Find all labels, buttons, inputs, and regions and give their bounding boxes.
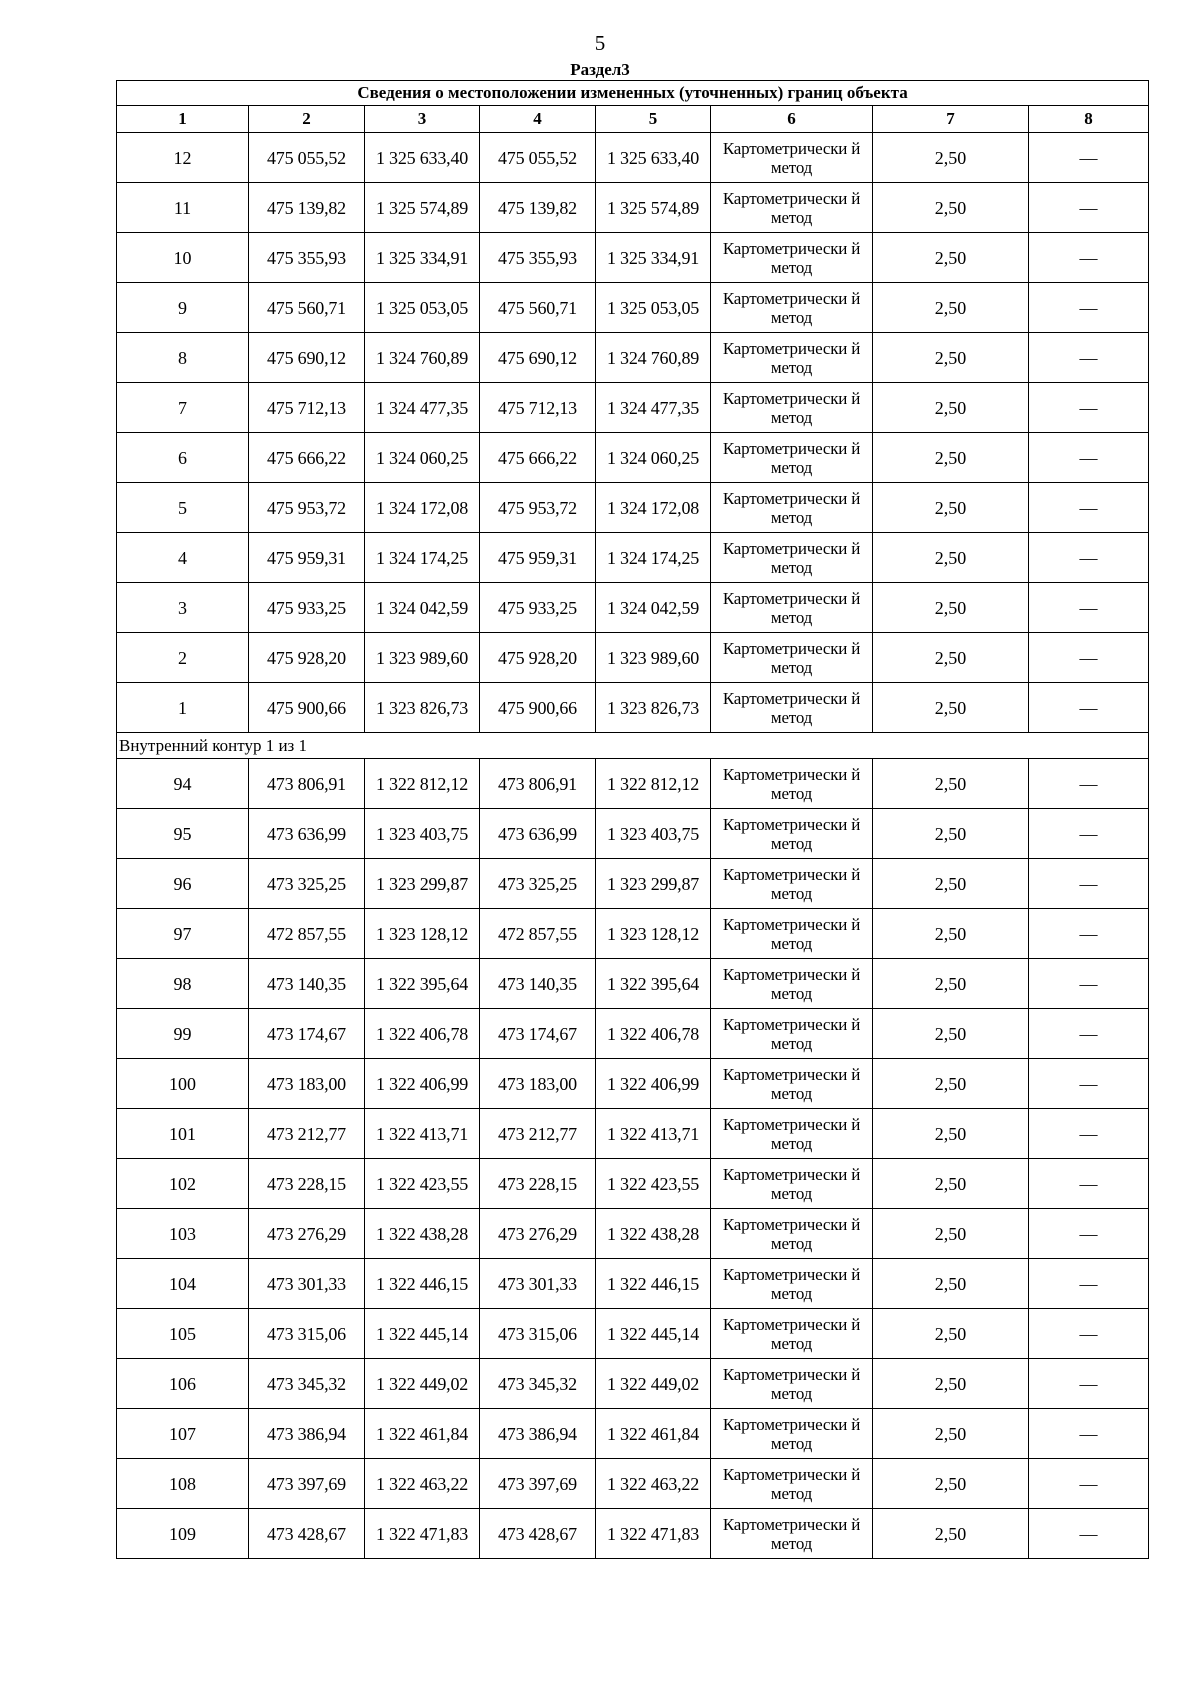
accuracy-cell: 2,50 bbox=[873, 1509, 1029, 1559]
y-coordinate-cell: 1 322 423,55 bbox=[596, 1159, 711, 1209]
accuracy-cell: 2,50 bbox=[873, 183, 1029, 233]
table-row bbox=[117, 1459, 1149, 1509]
x-coordinate-cell: 475 560,71 bbox=[249, 283, 365, 333]
description-cell: — bbox=[1029, 1259, 1149, 1309]
method-cell: Картометрически й метод bbox=[711, 533, 873, 583]
method-cell: Картометрически й метод bbox=[711, 283, 873, 333]
table-row bbox=[117, 1359, 1149, 1409]
table-row bbox=[117, 533, 1149, 583]
method-cell: Картометрически й метод bbox=[711, 1359, 873, 1409]
y-coordinate-cell: 1 323 299,87 bbox=[596, 859, 711, 909]
x-coordinate-cell: 473 325,25 bbox=[480, 859, 596, 909]
description-cell: — bbox=[1029, 1209, 1149, 1259]
table-row bbox=[117, 1309, 1149, 1359]
x-coordinate-cell: 475 712,13 bbox=[249, 383, 365, 433]
y-coordinate-cell: 1 322 446,15 bbox=[596, 1259, 711, 1309]
table-row bbox=[117, 633, 1149, 683]
x-coordinate-cell: 473 636,99 bbox=[249, 809, 365, 859]
method-cell: Картометрически й метод bbox=[711, 1109, 873, 1159]
x-coordinate-cell: 475 055,52 bbox=[249, 133, 365, 183]
y-coordinate-cell: 1 323 403,75 bbox=[365, 809, 480, 859]
point-number-cell: 106 bbox=[117, 1359, 249, 1409]
table-row bbox=[117, 1059, 1149, 1109]
description-cell: — bbox=[1029, 859, 1149, 909]
accuracy-cell: 2,50 bbox=[873, 583, 1029, 633]
description-cell: — bbox=[1029, 959, 1149, 1009]
x-coordinate-cell: 473 276,29 bbox=[480, 1209, 596, 1259]
table-row bbox=[117, 433, 1149, 483]
y-coordinate-cell: 1 323 128,12 bbox=[596, 909, 711, 959]
point-number-cell: 11 bbox=[117, 183, 249, 233]
accuracy-cell: 2,50 bbox=[873, 283, 1029, 333]
x-coordinate-cell: 475 355,93 bbox=[249, 233, 365, 283]
y-coordinate-cell: 1 322 413,71 bbox=[596, 1109, 711, 1159]
point-number-cell: 96 bbox=[117, 859, 249, 909]
x-coordinate-cell: 473 140,35 bbox=[480, 959, 596, 1009]
x-coordinate-cell: 475 900,66 bbox=[480, 683, 596, 733]
y-coordinate-cell: 1 322 463,22 bbox=[365, 1459, 480, 1509]
x-coordinate-cell: 473 386,94 bbox=[249, 1409, 365, 1459]
description-cell: — bbox=[1029, 583, 1149, 633]
accuracy-cell: 2,50 bbox=[873, 1359, 1029, 1409]
method-cell: Картометрически й метод bbox=[711, 183, 873, 233]
point-number-cell: 95 bbox=[117, 809, 249, 859]
point-number-cell: 94 bbox=[117, 759, 249, 809]
x-coordinate-cell: 475 055,52 bbox=[480, 133, 596, 183]
description-cell: — bbox=[1029, 233, 1149, 283]
point-number-cell: 8 bbox=[117, 333, 249, 383]
y-coordinate-cell: 1 324 172,08 bbox=[365, 483, 480, 533]
y-coordinate-cell: 1 322 406,99 bbox=[596, 1059, 711, 1109]
method-cell: Картометрически й метод bbox=[711, 133, 873, 183]
contour-label-row bbox=[117, 733, 1149, 759]
x-coordinate-cell: 473 636,99 bbox=[480, 809, 596, 859]
x-coordinate-cell: 475 666,22 bbox=[480, 433, 596, 483]
y-coordinate-cell: 1 322 406,78 bbox=[596, 1009, 711, 1059]
x-coordinate-cell: 473 428,67 bbox=[480, 1509, 596, 1559]
column-header: 2 bbox=[249, 106, 365, 133]
accuracy-cell: 2,50 bbox=[873, 1409, 1029, 1459]
point-number-cell: 6 bbox=[117, 433, 249, 483]
y-coordinate-cell: 1 324 060,25 bbox=[596, 433, 711, 483]
y-coordinate-cell: 1 324 174,25 bbox=[365, 533, 480, 583]
accuracy-cell: 2,50 bbox=[873, 633, 1029, 683]
x-coordinate-cell: 473 212,77 bbox=[480, 1109, 596, 1159]
y-coordinate-cell: 1 324 477,35 bbox=[365, 383, 480, 433]
y-coordinate-cell: 1 324 174,25 bbox=[596, 533, 711, 583]
y-coordinate-cell: 1 322 406,78 bbox=[365, 1009, 480, 1059]
x-coordinate-cell: 475 139,82 bbox=[480, 183, 596, 233]
x-coordinate-cell: 475 900,66 bbox=[249, 683, 365, 733]
point-number-cell: 104 bbox=[117, 1259, 249, 1309]
method-cell: Картометрически й метод bbox=[711, 483, 873, 533]
y-coordinate-cell: 1 322 449,02 bbox=[596, 1359, 711, 1409]
accuracy-cell: 2,50 bbox=[873, 333, 1029, 383]
description-cell: — bbox=[1029, 809, 1149, 859]
x-coordinate-cell: 473 174,67 bbox=[249, 1009, 365, 1059]
method-cell: Картометрически й метод bbox=[711, 333, 873, 383]
x-coordinate-cell: 473 228,15 bbox=[249, 1159, 365, 1209]
method-cell: Картометрически й метод bbox=[711, 1159, 873, 1209]
accuracy-cell: 2,50 bbox=[873, 1259, 1029, 1309]
table-row bbox=[117, 133, 1149, 183]
accuracy-cell: 2,50 bbox=[873, 1159, 1029, 1209]
method-cell: Картометрически й метод bbox=[711, 759, 873, 809]
point-number-cell: 97 bbox=[117, 909, 249, 959]
accuracy-cell: 2,50 bbox=[873, 133, 1029, 183]
description-cell: — bbox=[1029, 1009, 1149, 1059]
y-coordinate-cell: 1 325 053,05 bbox=[596, 283, 711, 333]
y-coordinate-cell: 1 323 299,87 bbox=[365, 859, 480, 909]
point-number-cell: 100 bbox=[117, 1059, 249, 1109]
method-cell: Картометрически й метод bbox=[711, 683, 873, 733]
method-cell: Картометрически й метод bbox=[711, 1259, 873, 1309]
y-coordinate-cell: 1 322 445,14 bbox=[596, 1309, 711, 1359]
accuracy-cell: 2,50 bbox=[873, 809, 1029, 859]
point-number-cell: 12 bbox=[117, 133, 249, 183]
y-coordinate-cell: 1 322 812,12 bbox=[365, 759, 480, 809]
table-row bbox=[117, 1009, 1149, 1059]
y-coordinate-cell: 1 322 449,02 bbox=[365, 1359, 480, 1409]
table-row bbox=[117, 1159, 1149, 1209]
point-number-cell: 10 bbox=[117, 233, 249, 283]
description-cell: — bbox=[1029, 433, 1149, 483]
point-number-cell: 101 bbox=[117, 1109, 249, 1159]
table-row bbox=[117, 483, 1149, 533]
x-coordinate-cell: 473 212,77 bbox=[249, 1109, 365, 1159]
y-coordinate-cell: 1 323 826,73 bbox=[596, 683, 711, 733]
y-coordinate-cell: 1 324 172,08 bbox=[596, 483, 711, 533]
point-number-cell: 3 bbox=[117, 583, 249, 633]
y-coordinate-cell: 1 324 760,89 bbox=[365, 333, 480, 383]
method-cell: Картометрически й метод bbox=[711, 1409, 873, 1459]
y-coordinate-cell: 1 322 446,15 bbox=[365, 1259, 480, 1309]
column-header: 4 bbox=[480, 106, 596, 133]
x-coordinate-cell: 472 857,55 bbox=[249, 909, 365, 959]
x-coordinate-cell: 473 806,91 bbox=[249, 759, 365, 809]
y-coordinate-cell: 1 322 413,71 bbox=[365, 1109, 480, 1159]
y-coordinate-cell: 1 325 574,89 bbox=[596, 183, 711, 233]
method-cell: Картометрически й метод bbox=[711, 1459, 873, 1509]
description-cell: — bbox=[1029, 759, 1149, 809]
x-coordinate-cell: 475 959,31 bbox=[480, 533, 596, 583]
description-cell: — bbox=[1029, 1359, 1149, 1409]
description-cell: — bbox=[1029, 133, 1149, 183]
table-row bbox=[117, 959, 1149, 1009]
x-coordinate-cell: 473 183,00 bbox=[249, 1059, 365, 1109]
y-coordinate-cell: 1 324 042,59 bbox=[596, 583, 711, 633]
table-row bbox=[117, 759, 1149, 809]
y-coordinate-cell: 1 323 403,75 bbox=[596, 809, 711, 859]
description-cell: — bbox=[1029, 1309, 1149, 1359]
x-coordinate-cell: 475 690,12 bbox=[249, 333, 365, 383]
y-coordinate-cell: 1 322 438,28 bbox=[596, 1209, 711, 1259]
inner-contour-label: Внутренний контур 1 из 1 bbox=[117, 733, 1149, 759]
x-coordinate-cell: 475 933,25 bbox=[480, 583, 596, 633]
table-row bbox=[117, 1109, 1149, 1159]
x-coordinate-cell: 473 301,33 bbox=[480, 1259, 596, 1309]
accuracy-cell: 2,50 bbox=[873, 483, 1029, 533]
y-coordinate-cell: 1 325 053,05 bbox=[365, 283, 480, 333]
accuracy-cell: 2,50 bbox=[873, 533, 1029, 583]
description-cell: — bbox=[1029, 633, 1149, 683]
accuracy-cell: 2,50 bbox=[873, 433, 1029, 483]
y-coordinate-cell: 1 322 395,64 bbox=[596, 959, 711, 1009]
description-cell: — bbox=[1029, 383, 1149, 433]
x-coordinate-cell: 475 355,93 bbox=[480, 233, 596, 283]
x-coordinate-cell: 475 933,25 bbox=[249, 583, 365, 633]
y-coordinate-cell: 1 325 334,91 bbox=[365, 233, 480, 283]
inner-contour-section bbox=[117, 733, 1149, 759]
x-coordinate-cell: 473 183,00 bbox=[480, 1059, 596, 1109]
table-row bbox=[117, 1509, 1149, 1559]
y-coordinate-cell: 1 323 128,12 bbox=[365, 909, 480, 959]
x-coordinate-cell: 473 325,25 bbox=[249, 859, 365, 909]
method-cell: Картометрически й метод bbox=[711, 909, 873, 959]
y-coordinate-cell: 1 324 760,89 bbox=[596, 333, 711, 383]
x-coordinate-cell: 473 345,32 bbox=[480, 1359, 596, 1409]
accuracy-cell: 2,50 bbox=[873, 1459, 1029, 1509]
table-row bbox=[117, 1409, 1149, 1459]
x-coordinate-cell: 475 928,20 bbox=[480, 633, 596, 683]
y-coordinate-cell: 1 322 463,22 bbox=[596, 1459, 711, 1509]
x-coordinate-cell: 475 953,72 bbox=[480, 483, 596, 533]
x-coordinate-cell: 475 959,31 bbox=[249, 533, 365, 583]
method-cell: Картометрически й метод bbox=[711, 859, 873, 909]
accuracy-cell: 2,50 bbox=[873, 859, 1029, 909]
description-cell: — bbox=[1029, 333, 1149, 383]
y-coordinate-cell: 1 325 334,91 bbox=[596, 233, 711, 283]
description-cell: — bbox=[1029, 1159, 1149, 1209]
page-number: 5 bbox=[594, 31, 606, 55]
y-coordinate-cell: 1 322 406,99 bbox=[365, 1059, 480, 1109]
x-coordinate-cell: 473 806,91 bbox=[480, 759, 596, 809]
y-coordinate-cell: 1 324 477,35 bbox=[596, 383, 711, 433]
x-coordinate-cell: 473 276,29 bbox=[249, 1209, 365, 1259]
description-cell: — bbox=[1029, 1459, 1149, 1509]
column-header: 7 bbox=[873, 106, 1029, 133]
y-coordinate-cell: 1 322 461,84 bbox=[596, 1409, 711, 1459]
boundary-coordinates-table bbox=[116, 80, 1149, 1559]
y-coordinate-cell: 1 325 633,40 bbox=[365, 133, 480, 183]
outer-contour-rows bbox=[117, 133, 1149, 733]
table-row bbox=[117, 183, 1149, 233]
point-number-cell: 108 bbox=[117, 1459, 249, 1509]
accuracy-cell: 2,50 bbox=[873, 909, 1029, 959]
point-number-cell: 103 bbox=[117, 1209, 249, 1259]
point-number-cell: 99 bbox=[117, 1009, 249, 1059]
y-coordinate-cell: 1 325 633,40 bbox=[596, 133, 711, 183]
y-coordinate-cell: 1 322 461,84 bbox=[365, 1409, 480, 1459]
method-cell: Картометрически й метод bbox=[711, 1209, 873, 1259]
x-coordinate-cell: 472 857,55 bbox=[480, 909, 596, 959]
y-coordinate-cell: 1 323 826,73 bbox=[365, 683, 480, 733]
x-coordinate-cell: 475 712,13 bbox=[480, 383, 596, 433]
x-coordinate-cell: 475 560,71 bbox=[480, 283, 596, 333]
x-coordinate-cell: 473 228,15 bbox=[480, 1159, 596, 1209]
x-coordinate-cell: 473 345,32 bbox=[249, 1359, 365, 1409]
table-row bbox=[117, 909, 1149, 959]
y-coordinate-cell: 1 322 423,55 bbox=[365, 1159, 480, 1209]
accuracy-cell: 2,50 bbox=[873, 1009, 1029, 1059]
x-coordinate-cell: 473 386,94 bbox=[480, 1409, 596, 1459]
table-row bbox=[117, 233, 1149, 283]
method-cell: Картометрически й метод bbox=[711, 633, 873, 683]
table-row bbox=[117, 859, 1149, 909]
y-coordinate-cell: 1 322 471,83 bbox=[596, 1509, 711, 1559]
x-coordinate-cell: 475 928,20 bbox=[249, 633, 365, 683]
method-cell: Картометрически й метод bbox=[711, 1009, 873, 1059]
point-number-cell: 5 bbox=[117, 483, 249, 533]
accuracy-cell: 2,50 bbox=[873, 759, 1029, 809]
y-coordinate-cell: 1 322 812,12 bbox=[596, 759, 711, 809]
column-header: 8 bbox=[1029, 106, 1149, 133]
column-header: 3 bbox=[365, 106, 480, 133]
method-cell: Картометрически й метод bbox=[711, 233, 873, 283]
accuracy-cell: 2,50 bbox=[873, 959, 1029, 1009]
table-row bbox=[117, 683, 1149, 733]
point-number-cell: 2 bbox=[117, 633, 249, 683]
description-cell: — bbox=[1029, 1509, 1149, 1559]
point-number-cell: 102 bbox=[117, 1159, 249, 1209]
column-header-row bbox=[117, 106, 1149, 133]
point-number-cell: 4 bbox=[117, 533, 249, 583]
y-coordinate-cell: 1 322 438,28 bbox=[365, 1209, 480, 1259]
point-number-cell: 109 bbox=[117, 1509, 249, 1559]
x-coordinate-cell: 475 690,12 bbox=[480, 333, 596, 383]
description-cell: — bbox=[1029, 183, 1149, 233]
description-cell: — bbox=[1029, 483, 1149, 533]
table-row bbox=[117, 333, 1149, 383]
method-cell: Картометрически й метод bbox=[711, 433, 873, 483]
inner-contour-rows bbox=[117, 759, 1149, 1559]
method-cell: Картометрически й метод bbox=[711, 1059, 873, 1109]
table-row bbox=[117, 283, 1149, 333]
table-caption: Сведения о местоположении измененных (уточненных) границ объекта bbox=[117, 81, 1149, 106]
description-cell: — bbox=[1029, 533, 1149, 583]
y-coordinate-cell: 1 323 989,60 bbox=[596, 633, 711, 683]
x-coordinate-cell: 473 315,06 bbox=[249, 1309, 365, 1359]
method-cell: Картометрически й метод bbox=[711, 383, 873, 433]
y-coordinate-cell: 1 324 042,59 bbox=[365, 583, 480, 633]
description-cell: — bbox=[1029, 1109, 1149, 1159]
description-cell: — bbox=[1029, 1409, 1149, 1459]
description-cell: — bbox=[1029, 683, 1149, 733]
point-number-cell: 1 bbox=[117, 683, 249, 733]
x-coordinate-cell: 473 140,35 bbox=[249, 959, 365, 1009]
method-cell: Картометрически й метод bbox=[711, 583, 873, 633]
y-coordinate-cell: 1 322 471,83 bbox=[365, 1509, 480, 1559]
method-cell: Картометрически й метод bbox=[711, 1309, 873, 1359]
x-coordinate-cell: 473 397,69 bbox=[480, 1459, 596, 1509]
accuracy-cell: 2,50 bbox=[873, 1309, 1029, 1359]
table-row bbox=[117, 1259, 1149, 1309]
y-coordinate-cell: 1 325 574,89 bbox=[365, 183, 480, 233]
accuracy-cell: 2,50 bbox=[873, 1209, 1029, 1259]
accuracy-cell: 2,50 bbox=[873, 1109, 1029, 1159]
x-coordinate-cell: 473 397,69 bbox=[249, 1459, 365, 1509]
point-number-cell: 107 bbox=[117, 1409, 249, 1459]
accuracy-cell: 2,50 bbox=[873, 1059, 1029, 1109]
y-coordinate-cell: 1 322 395,64 bbox=[365, 959, 480, 1009]
point-number-cell: 9 bbox=[117, 283, 249, 333]
y-coordinate-cell: 1 322 445,14 bbox=[365, 1309, 480, 1359]
x-coordinate-cell: 473 315,06 bbox=[480, 1309, 596, 1359]
y-coordinate-cell: 1 323 989,60 bbox=[365, 633, 480, 683]
description-cell: — bbox=[1029, 283, 1149, 333]
point-number-cell: 105 bbox=[117, 1309, 249, 1359]
column-header: 6 bbox=[711, 106, 873, 133]
table-caption-row bbox=[117, 81, 1149, 106]
point-number-cell: 7 bbox=[117, 383, 249, 433]
table-row bbox=[117, 1209, 1149, 1259]
column-header: 5 bbox=[596, 106, 711, 133]
x-coordinate-cell: 473 174,67 bbox=[480, 1009, 596, 1059]
accuracy-cell: 2,50 bbox=[873, 383, 1029, 433]
x-coordinate-cell: 475 139,82 bbox=[249, 183, 365, 233]
column-header: 1 bbox=[117, 106, 249, 133]
y-coordinate-cell: 1 324 060,25 bbox=[365, 433, 480, 483]
method-cell: Картометрически й метод bbox=[711, 809, 873, 859]
table-row bbox=[117, 383, 1149, 433]
method-cell: Картометрически й метод bbox=[711, 1509, 873, 1559]
accuracy-cell: 2,50 bbox=[873, 683, 1029, 733]
point-number-cell: 98 bbox=[117, 959, 249, 1009]
x-coordinate-cell: 473 301,33 bbox=[249, 1259, 365, 1309]
x-coordinate-cell: 473 428,67 bbox=[249, 1509, 365, 1559]
description-cell: — bbox=[1029, 1059, 1149, 1109]
accuracy-cell: 2,50 bbox=[873, 233, 1029, 283]
method-cell: Картометрически й метод bbox=[711, 959, 873, 1009]
section-title: Раздел3 bbox=[570, 60, 630, 79]
table-row bbox=[117, 809, 1149, 859]
description-cell: — bbox=[1029, 909, 1149, 959]
table-row bbox=[117, 583, 1149, 633]
x-coordinate-cell: 475 666,22 bbox=[249, 433, 365, 483]
x-coordinate-cell: 475 953,72 bbox=[249, 483, 365, 533]
